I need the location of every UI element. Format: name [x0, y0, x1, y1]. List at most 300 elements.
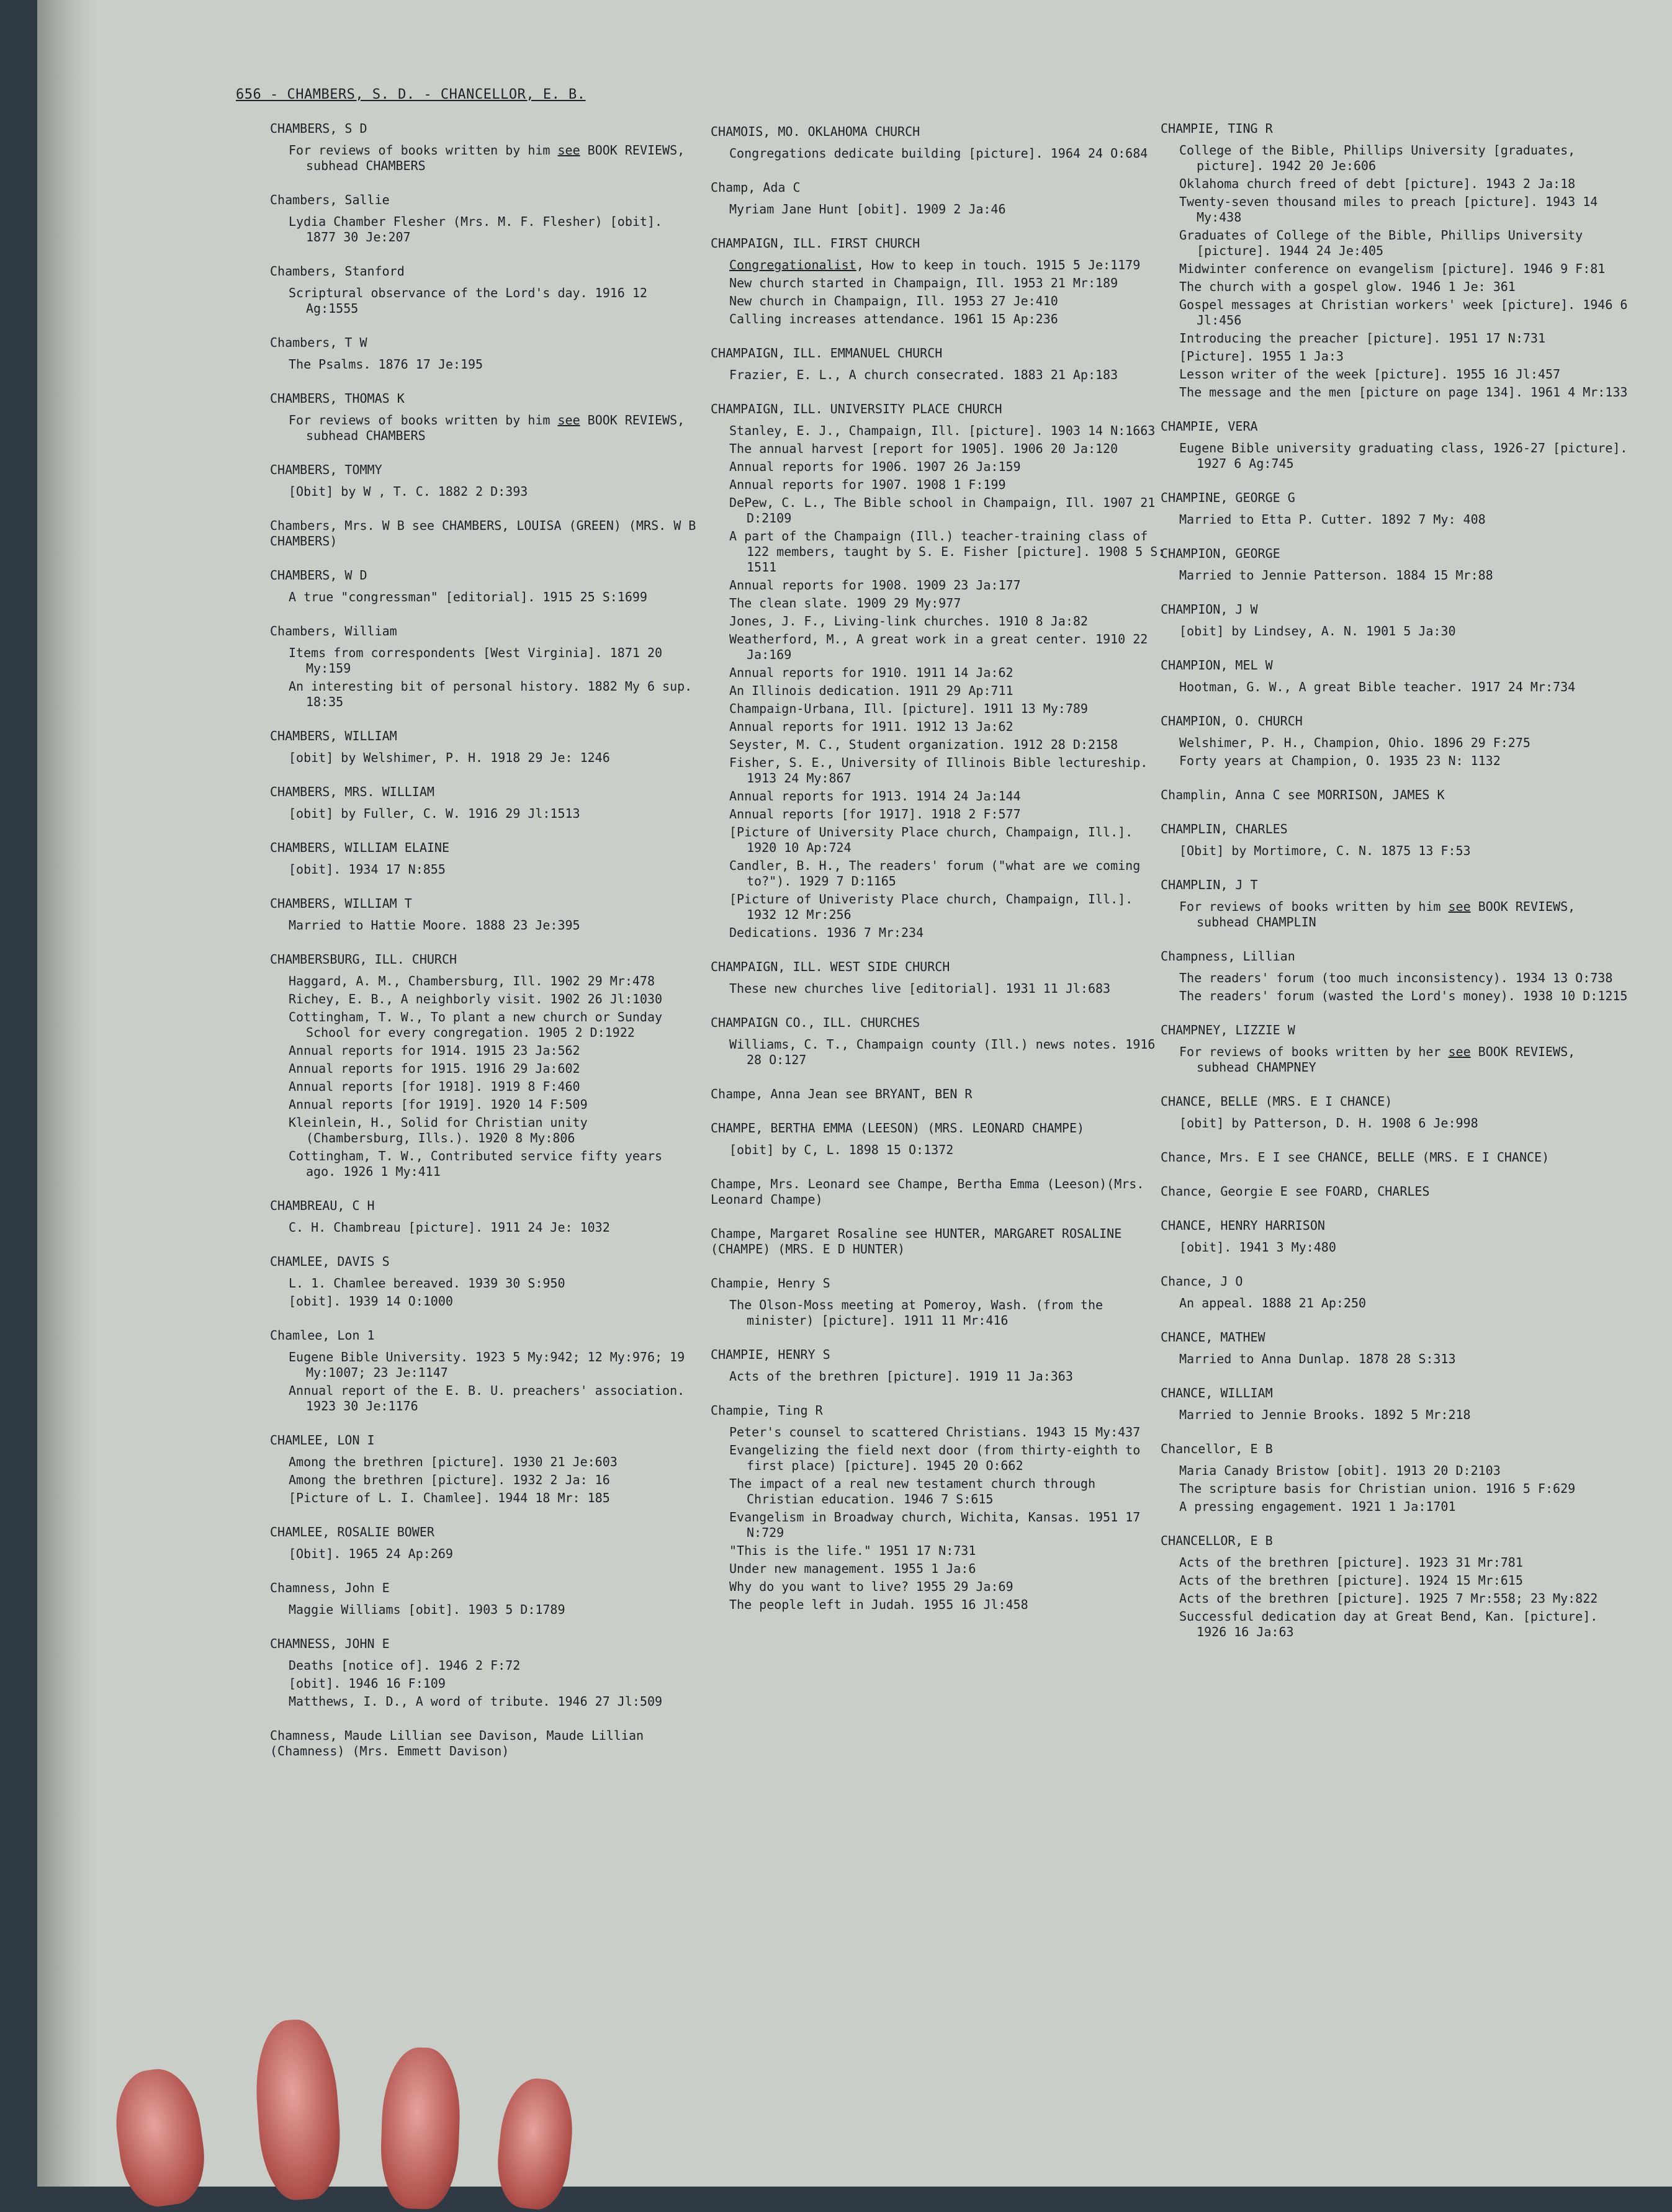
entry-reference [289, 484, 698, 499]
underlined-text: see [1448, 899, 1471, 914]
reference-text: Acts of the brethren [picture]. 1925 7 Mr:558; 23 My:822 [1179, 1591, 1598, 1606]
entry-reference [289, 1220, 698, 1235]
reference-text: Annual reports [for 1917]. 1918 2 F:577 [729, 807, 1021, 822]
reference-text: For reviews of books written by him [1179, 899, 1449, 914]
entry-reference [729, 1597, 1167, 1613]
entry-reference [729, 423, 1167, 439]
entry-heading: CHANCE, BELLE (MRS. E I CHANCE) [1161, 1094, 1393, 1109]
index-entry [1161, 1023, 1632, 1075]
reference-text: Kleinlein, H., Solid for Christian unity (Chambersburg, Ills.). 1920 8 My:806 [289, 1115, 588, 1145]
reference-text: Graduates of College of the Bible, Phillips University [picture]. 1944 24 Je:405 [1179, 228, 1583, 258]
reference-text: C. H. Chambreau [picture]. 1911 24 Je: 1032 [289, 1220, 610, 1235]
index-entry [270, 264, 698, 316]
reference-text: L. 1. Chamlee bereaved. 1939 30 S:950 [289, 1276, 565, 1291]
entry-reference [289, 1115, 698, 1146]
reference-text: Evangelism in Broadway church, Wichita, Kansas. 1951 17 N:729 [729, 1510, 1141, 1540]
reference-text: A part of the Champaign (Ill.) teacher-training class of 122 members, taught by S. E. Fisher [picture]. 1908 5 S: 1511 [729, 529, 1166, 575]
reference-text: Stanley, E. J., Champaign, Ill. [picture]. 1903 14 N:1663 [729, 423, 1156, 438]
entry-heading: CHANCE, MATHEW [1161, 1330, 1265, 1345]
entry-heading: Chambers, Stanford [270, 264, 405, 279]
entry-reference [1179, 1481, 1632, 1497]
reference-text: Weatherford, M., A great work in a great center. 1910 22 Ja:169 [729, 632, 1148, 662]
index-entry [270, 568, 698, 605]
reference-text: Married to Jennie Brooks. 1892 5 Mr:218 [1179, 1407, 1471, 1422]
index-entry [270, 952, 698, 1180]
index-entry [1161, 877, 1632, 930]
entry-reference [729, 925, 1167, 941]
index-entry [270, 728, 698, 766]
reference-text: Annual reports for 1914. 1915 23 Ja:562 [289, 1043, 580, 1058]
entry-reference [729, 311, 1167, 327]
index-entry [1161, 602, 1632, 639]
index-entry [1161, 1218, 1632, 1255]
reference-text: Items from correspondents [West Virginia]. 1871 20 My:159 [289, 645, 663, 676]
entry-reference [289, 357, 698, 372]
reference-text: The readers' forum (wasted the Lord's money). 1938 10 D:1215 [1179, 988, 1628, 1003]
entry-heading: CHAMLEE, DAVIS S [270, 1254, 390, 1269]
index-entry [1161, 1533, 1632, 1640]
entry-reference [729, 683, 1167, 699]
entry-heading: CHAMPION, J W [1161, 602, 1258, 617]
reference-text: Forty years at Champion, O. 1935 23 N: 1132 [1179, 753, 1501, 768]
reference-text: Married to Jennie Patterson. 1884 15 Mr:88 [1179, 568, 1493, 583]
entry-heading: CHAMPION, O. CHURCH [1161, 714, 1303, 728]
entry-reference [729, 477, 1167, 493]
entry-reference [729, 981, 1167, 996]
entry-reference [729, 367, 1167, 383]
entry-heading: CHAMNESS, JOHN E [270, 1636, 390, 1651]
reference-text: The annual harvest [report for 1905]. 1906 20 Ja:120 [729, 441, 1118, 456]
entry-reference [729, 665, 1167, 681]
entry-reference [1179, 970, 1632, 986]
reference-text: Married to Hattie Moore. 1888 23 Je:395 [289, 918, 580, 933]
reference-text: Welshimer, P. H., Champion, Ohio. 1896 29 F:275 [1179, 735, 1530, 750]
entry-reference [289, 589, 698, 605]
entry-heading: CHAMPINE, GEORGE G [1161, 490, 1295, 505]
reference-text: Cottingham, T. W., Contributed service fifty years ago. 1926 1 My:411 [289, 1149, 663, 1179]
underlined-text: see [557, 143, 580, 158]
reference-text: For reviews of books written by him [289, 413, 558, 428]
entry-reference [289, 1276, 698, 1291]
reference-text: Acts of the brethren [picture]. 1923 31 Mr:781 [1179, 1555, 1523, 1570]
entry-reference [729, 529, 1167, 575]
index-entry [711, 959, 1167, 996]
reference-text: Myriam Jane Hunt [obit]. 1909 2 Ja:46 [729, 202, 1006, 217]
entry-reference [729, 1476, 1167, 1507]
entry-reference [289, 1546, 698, 1562]
index-entry [270, 1580, 698, 1618]
entry-heading: CHAMBERS, WILLIAM [270, 728, 397, 743]
entry-heading: Chamness, Maude Lillian see Davison, Maude Lillian (Chamness) (Mrs. Emmett Davison) [270, 1728, 644, 1758]
entry-reference [289, 1602, 698, 1618]
entry-reference [729, 1543, 1167, 1559]
entry-reference [1179, 1044, 1632, 1075]
entry-reference [289, 1294, 698, 1309]
reference-text: The scripture basis for Christian union. 1916 5 F:629 [1179, 1481, 1576, 1496]
reference-text: Jones, J. F., Living-link churches. 1910 8 Ja:82 [729, 614, 1088, 629]
reference-text: A true "congressman" [editorial]. 1915 25 S:1699 [289, 589, 647, 604]
entry-heading: Champe, Mrs. Leonard see Champe, Bertha Emma (Leeson)(Mrs. Leonard Champe) [711, 1176, 1144, 1207]
entry-reference [729, 293, 1167, 309]
entry-heading: CHAMBERS, THOMAS K [270, 391, 405, 406]
reference-text: [Obit]. 1965 24 Ap:269 [289, 1546, 453, 1561]
reference-text: The Olson-Moss meeting at Pomeroy, Wash. (from the minister) [picture]. 1911 11 Mr:416 [729, 1297, 1103, 1328]
reference-text: Annual reports for 1913. 1914 24 Ja:144 [729, 789, 1021, 804]
index-entry [711, 346, 1167, 383]
reference-text: Peter's counsel to scattered Christians. 1943 15 My:437 [729, 1425, 1141, 1440]
entry-reference [289, 679, 698, 710]
entry-reference [1179, 349, 1632, 364]
reference-text: Annual reports for 1911. 1912 13 Ja:62 [729, 719, 1014, 734]
index-entry [1161, 546, 1632, 583]
entry-heading: Chamness, John E [270, 1580, 390, 1595]
reference-text: Fisher, S. E., University of Illinois Bible lectureship. 1913 24 My:867 [729, 755, 1148, 786]
reference-text: Lydia Chamber Flesher (Mrs. M. F. Flesher) [obit]. 1877 30 Je:207 [289, 214, 663, 244]
reference-text: Acts of the brethren [picture]. 1924 15 Mr:615 [1179, 1573, 1523, 1588]
entry-reference [1179, 143, 1632, 174]
index-entry [270, 121, 698, 174]
index-entry [1161, 1330, 1632, 1367]
entry-reference [729, 1579, 1167, 1595]
reference-text: A pressing engagement. 1921 1 Ja:1701 [1179, 1499, 1456, 1514]
entry-reference [289, 974, 698, 989]
entry-reference [729, 578, 1167, 593]
reference-text: [obit] by Fuller, C. W. 1916 29 Jl:1513 [289, 806, 580, 821]
entry-reference [1179, 1573, 1632, 1588]
underlined-text: see [557, 413, 580, 428]
entry-reference [289, 918, 698, 933]
entry-reference [729, 1510, 1167, 1541]
entry-reference [1179, 261, 1632, 277]
reference-text: The Psalms. 1876 17 Je:195 [289, 357, 483, 372]
underlined-text: see [1448, 1044, 1471, 1059]
entry-heading: Chambers, William [270, 624, 397, 638]
reference-text: Evangelizing the field next door (from thirty-eighth to first place) [picture]. 1945 20 O:662 [729, 1443, 1141, 1473]
entry-heading: CHAMBERS, WILLIAM ELAINE [270, 840, 449, 855]
entry-reference [289, 1454, 698, 1470]
entry-heading: Champ, Ada C [711, 180, 801, 195]
reference-text: Eugene Bible university graduating class, 1926-27 [picture]. 1927 6 Ag:745 [1179, 441, 1628, 471]
entry-reference [289, 1658, 698, 1673]
entry-reference [729, 858, 1167, 889]
entry-heading: Champlin, Anna C see MORRISON, JAMES K [1161, 787, 1445, 802]
reference-text: Among the brethren [picture]. 1930 21 Je:603 [289, 1454, 618, 1469]
entry-reference [729, 1142, 1167, 1158]
index-entry [1161, 419, 1632, 472]
index-entry [270, 192, 698, 245]
reference-text: The message and the men [picture on page 134]. 1961 4 Mr:133 [1179, 385, 1628, 400]
entry-heading: CHAMBERS, S D [270, 121, 367, 136]
index-entry [270, 896, 698, 933]
reference-text: Annual reports for 1910. 1911 14 Ja:62 [729, 665, 1014, 680]
index-entry [1161, 822, 1632, 859]
index-entry [270, 462, 698, 499]
reference-text: Married to Etta P. Cutter. 1892 7 My: 408 [1179, 512, 1486, 527]
reference-text: Acts of the brethren [picture]. 1919 11 Ja:363 [729, 1369, 1073, 1384]
index-entry [270, 1433, 698, 1506]
reference-text: , How to keep in touch. 1915 5 Je:1179 [856, 257, 1141, 272]
entry-reference [289, 214, 698, 245]
underlined-text: Congregationalist [729, 257, 856, 272]
index-entry [270, 1328, 698, 1414]
index-entry [1161, 949, 1632, 1004]
entry-reference [289, 285, 698, 316]
reference-text: New church in Champaign, Ill. 1953 27 Je:410 [729, 293, 1058, 308]
entry-reference [1179, 735, 1632, 751]
reference-text: [Obit] by W , T. C. 1882 2 D:393 [289, 484, 528, 499]
entry-reference [1179, 1351, 1632, 1367]
reference-text: Annual reports for 1907. 1908 1 F:199 [729, 477, 1006, 492]
entry-reference [289, 1061, 698, 1077]
entry-reference [289, 413, 698, 444]
index-entry [270, 1728, 698, 1759]
reference-text: Gospel messages at Christian workers' week [picture]. 1946 6 Jl:456 [1179, 297, 1628, 328]
reference-text: Annual reports [for 1918]. 1919 8 F:460 [289, 1079, 580, 1094]
entry-reference [1179, 679, 1632, 695]
entry-reference [289, 1079, 698, 1095]
index-entry [270, 335, 698, 372]
entry-heading: CHANCELLOR, E B [1161, 1533, 1273, 1548]
reference-text: Annual reports [for 1919]. 1920 14 F:509 [289, 1097, 588, 1112]
entry-reference [1179, 988, 1632, 1004]
reference-text: Why do you want to live? 1955 29 Ja:69 [729, 1579, 1014, 1594]
entry-reference [1179, 843, 1632, 859]
entry-reference [1179, 512, 1632, 527]
index-entry [711, 401, 1167, 941]
reference-text: The clean slate. 1909 29 My:977 [729, 596, 961, 611]
index-entry [270, 1198, 698, 1235]
reference-text: [obit]. 1934 17 N:855 [289, 862, 446, 877]
reference-text: An Illinois dedication. 1911 29 Ap:711 [729, 683, 1014, 698]
reference-text: BOOK REVIEWS, subhead CHAMBERS [306, 143, 685, 173]
entry-heading: CHAMBERSBURG, ILL. CHURCH [270, 952, 457, 967]
entry-reference [1179, 441, 1632, 472]
index-entry [711, 1403, 1167, 1613]
reference-text: Dedications. 1936 7 Mr:234 [729, 925, 924, 940]
entry-heading: CHANCE, WILLIAM [1161, 1386, 1273, 1400]
entry-reference [289, 1383, 698, 1414]
entry-heading: CHAMBREAU, C H [270, 1198, 375, 1213]
index-entry [1161, 1274, 1632, 1311]
entry-reference [729, 701, 1167, 717]
index-entry [270, 624, 698, 710]
entry-reference [289, 1097, 698, 1113]
reference-text: [obit]. 1941 3 My:480 [1179, 1240, 1336, 1255]
reference-text: Under new management. 1955 1 Ja:6 [729, 1561, 976, 1576]
entry-reference [1179, 297, 1632, 328]
page-edge [37, 0, 96, 2187]
entry-heading: CHAMBERS, TOMMY [270, 462, 382, 477]
reference-text: Annual report of the E. B. U. preachers' association. 1923 30 Je:1176 [289, 1383, 685, 1413]
index-entry [711, 1015, 1167, 1068]
entry-reference [1179, 1499, 1632, 1515]
entry-reference [729, 1561, 1167, 1577]
index-entry [1161, 121, 1632, 400]
entry-reference [289, 750, 698, 766]
entry-reference [289, 143, 698, 174]
entry-heading: Champie, Henry S [711, 1276, 830, 1291]
entry-reference [1179, 1609, 1632, 1640]
page-title: 656 - CHAMBERS, S. D. - CHANCELLOR, E. B. [236, 87, 586, 102]
reference-text: Oklahoma church freed of debt [picture]. 1943 2 Ja:18 [1179, 176, 1576, 191]
reference-text: Maggie Williams [obit]. 1903 5 D:1789 [289, 1602, 565, 1617]
entry-reference [729, 755, 1167, 786]
entry-reference [289, 1694, 698, 1709]
entry-heading: Champie, Ting R [711, 1403, 823, 1418]
entry-reference [1179, 385, 1632, 400]
entry-reference [1179, 176, 1632, 192]
reference-text: Introducing the preacher [picture]. 1951 17 N:731 [1179, 331, 1546, 346]
index-entry [1161, 1441, 1632, 1515]
reference-text: DePew, C. L., The Bible school in Champaign, Ill. 1907 21 D:2109 [729, 495, 1156, 526]
entry-heading: CHAMLEE, LON I [270, 1433, 375, 1448]
reference-text: For reviews of books written by her [1179, 1044, 1449, 1059]
entry-reference [1179, 279, 1632, 295]
index-entry [1161, 1094, 1632, 1131]
reference-text: Williams, C. T., Champaign county (Ill.) news notes. 1916 28 O:127 [729, 1037, 1156, 1067]
reference-text: Congregations dedicate building [picture]. 1964 24 O:684 [729, 146, 1148, 161]
index-entry [270, 1525, 698, 1562]
entry-heading: Champe, Margaret Rosaline see HUNTER, MARGARET ROSALINE (CHAMPE) (MRS. E D HUNTER) [711, 1226, 1122, 1256]
reference-text: The impact of a real new testament church through Christian education. 1946 7 S:615 [729, 1476, 1096, 1507]
entry-heading: CHAMOIS, MO. OKLAHOMA CHURCH [711, 124, 920, 139]
reference-text: Twenty-seven thousand miles to preach [picture]. 1943 14 My:438 [1179, 194, 1598, 225]
entry-reference [1179, 753, 1632, 769]
entry-reference [729, 441, 1167, 457]
column-2 [711, 124, 1167, 1631]
entry-reference [1179, 228, 1632, 259]
entry-reference [729, 807, 1167, 822]
entry-reference [289, 862, 698, 877]
reference-text: An interesting bit of personal history. 1882 My 6 sup. 18:35 [289, 679, 693, 709]
reference-text: [Picture of University Place church, Champaign, Ill.]. 1920 10 Ap:724 [729, 825, 1133, 855]
reference-text: Seyster, M. C., Student organization. 1912 28 D:2158 [729, 737, 1118, 752]
reference-text: Candler, B. H., The readers' forum ("what are we coming to?"). 1929 7 D:1165 [729, 858, 1141, 889]
entry-reference [729, 789, 1167, 804]
entry-reference [729, 719, 1167, 735]
entry-reference [1179, 899, 1632, 930]
entry-reference [1179, 568, 1632, 583]
index-entry [1161, 658, 1632, 695]
entry-reference [729, 257, 1167, 273]
entry-reference [1179, 1591, 1632, 1606]
reference-text: Annual reports for 1915. 1916 29 Ja:602 [289, 1061, 580, 1076]
index-entry [711, 1226, 1167, 1257]
reference-text: The readers' forum (too much inconsistency). 1934 13 O:738 [1179, 970, 1613, 985]
entry-reference [1179, 1463, 1632, 1479]
reference-text: Married to Anna Dunlap. 1878 28 S:313 [1179, 1351, 1456, 1366]
reference-text: These new churches live [editorial]. 1931 11 Jl:683 [729, 981, 1111, 996]
entry-reference [1179, 1407, 1632, 1423]
entry-heading: Chance, J O [1161, 1274, 1243, 1289]
entry-reference [289, 1676, 698, 1691]
entry-heading: Chambers, Sallie [270, 192, 390, 207]
entry-reference [1179, 194, 1632, 225]
entry-heading: CHAMPAIGN CO., ILL. CHURCHES [711, 1015, 920, 1030]
entry-reference [729, 614, 1167, 629]
entry-reference [1179, 624, 1632, 639]
entry-reference [289, 1472, 698, 1488]
entry-reference [289, 1149, 698, 1180]
entry-heading: CHAMPNEY, LIZZIE W [1161, 1023, 1295, 1037]
reference-text: [Picture of L. I. Chamlee]. 1944 18 Mr: 185 [289, 1490, 610, 1505]
entry-reference [729, 632, 1167, 663]
reference-text: Haggard, A. M., Chambersburg, Ill. 1902 29 Mr:478 [289, 974, 655, 988]
reference-text: [obit] by C, L. 1898 15 O:1372 [729, 1142, 954, 1157]
entry-reference [1179, 1240, 1632, 1255]
index-entry [270, 1254, 698, 1309]
index-entry [1161, 490, 1632, 527]
index-entry [711, 180, 1167, 217]
entry-reference [289, 1010, 698, 1041]
column-3 [1161, 121, 1632, 1659]
reference-text: Lesson writer of the week [picture]. 1955 16 Jl:457 [1179, 367, 1561, 382]
entry-heading: CHAMPE, BERTHA EMMA (LEESON) (MRS. LEONARD CHAMPE) [711, 1121, 1085, 1135]
entry-heading: Chancellor, E B [1161, 1441, 1273, 1456]
reference-text: Maria Canady Bristow [obit]. 1913 20 D:2103 [1179, 1463, 1501, 1478]
reference-text: Scriptural observance of the Lord's day. 1916 12 Ag:1555 [289, 285, 647, 316]
entry-heading: CHAMLEE, ROSALIE BOWER [270, 1525, 434, 1539]
reference-text: Annual reports for 1908. 1909 23 Ja:177 [729, 578, 1021, 593]
index-entry [1161, 714, 1632, 769]
reference-text: Hootman, G. W., A great Bible teacher. 1917 24 Mr:734 [1179, 679, 1576, 694]
entry-reference [729, 146, 1167, 161]
reference-text: College of the Bible, Phillips University [graduates, picture]. 1942 20 Je:606 [1179, 143, 1576, 173]
index-entry [1161, 787, 1632, 803]
reference-text: "This is the life." 1951 17 N:731 [729, 1543, 976, 1558]
index-entry [711, 1086, 1167, 1102]
entry-heading: CHAMPION, MEL W [1161, 658, 1273, 673]
entry-reference [289, 992, 698, 1007]
entry-reference [729, 495, 1167, 526]
entry-heading: CHAMPIE, HENRY S [711, 1347, 830, 1362]
reference-text: Champaign-Urbana, Ill. [picture]. 1911 13 My:789 [729, 701, 1088, 716]
reference-text: [obit] by Patterson, D. H. 1908 6 Je:998 [1179, 1116, 1478, 1131]
entry-reference [729, 1443, 1167, 1474]
index-entry [711, 124, 1167, 161]
index-entry [711, 1121, 1167, 1158]
index-entry [711, 1176, 1167, 1207]
entry-heading: CHAMPAIGN, ILL. EMMANUEL CHURCH [711, 346, 943, 360]
reference-text: [obit] by Lindsey, A. N. 1901 5 Ja:30 [1179, 624, 1456, 638]
index-entry [270, 840, 698, 877]
reference-text: BOOK REVIEWS, subhead CHAMBERS [306, 413, 685, 443]
entry-reference [1179, 1555, 1632, 1570]
entry-heading: CHAMPAIGN, ILL. FIRST CHURCH [711, 236, 920, 251]
entry-heading: CHAMPAIGN, ILL. UNIVERSITY PLACE CHURCH [711, 401, 1002, 416]
reference-text: BOOK REVIEWS, subhead CHAMPNEY [1197, 1044, 1576, 1075]
entry-reference [289, 1043, 698, 1059]
entry-reference [729, 275, 1167, 291]
entry-heading: CHAMBERS, WILLIAM T [270, 896, 412, 911]
entry-reference [1179, 331, 1632, 346]
reference-text: [Picture of Univeristy Place church, Champaign, Ill.]. 1932 12 Mr:256 [729, 892, 1133, 922]
entry-heading: CHAMBERS, MRS. WILLIAM [270, 784, 434, 799]
entry-reference [729, 1369, 1167, 1384]
entry-reference [289, 1350, 698, 1381]
entry-heading: Champe, Anna Jean see BRYANT, BEN R [711, 1086, 973, 1101]
reference-text: [obit]. 1939 14 O:1000 [289, 1294, 453, 1309]
index-entry [270, 1636, 698, 1709]
entry-reference [289, 806, 698, 822]
reference-text: [Picture]. 1955 1 Ja:3 [1179, 349, 1344, 364]
reference-text: Among the brethren [picture]. 1932 2 Ja: 16 [289, 1472, 610, 1487]
entry-heading: CHAMPAIGN, ILL. WEST SIDE CHURCH [711, 959, 950, 974]
entry-reference [1179, 1116, 1632, 1131]
reference-text: Successful dedication day at Great Bend, Kan. [picture]. 1926 16 Ja:63 [1179, 1609, 1598, 1639]
index-entry [711, 1276, 1167, 1328]
entry-heading: CHAMBERS, W D [270, 568, 367, 583]
